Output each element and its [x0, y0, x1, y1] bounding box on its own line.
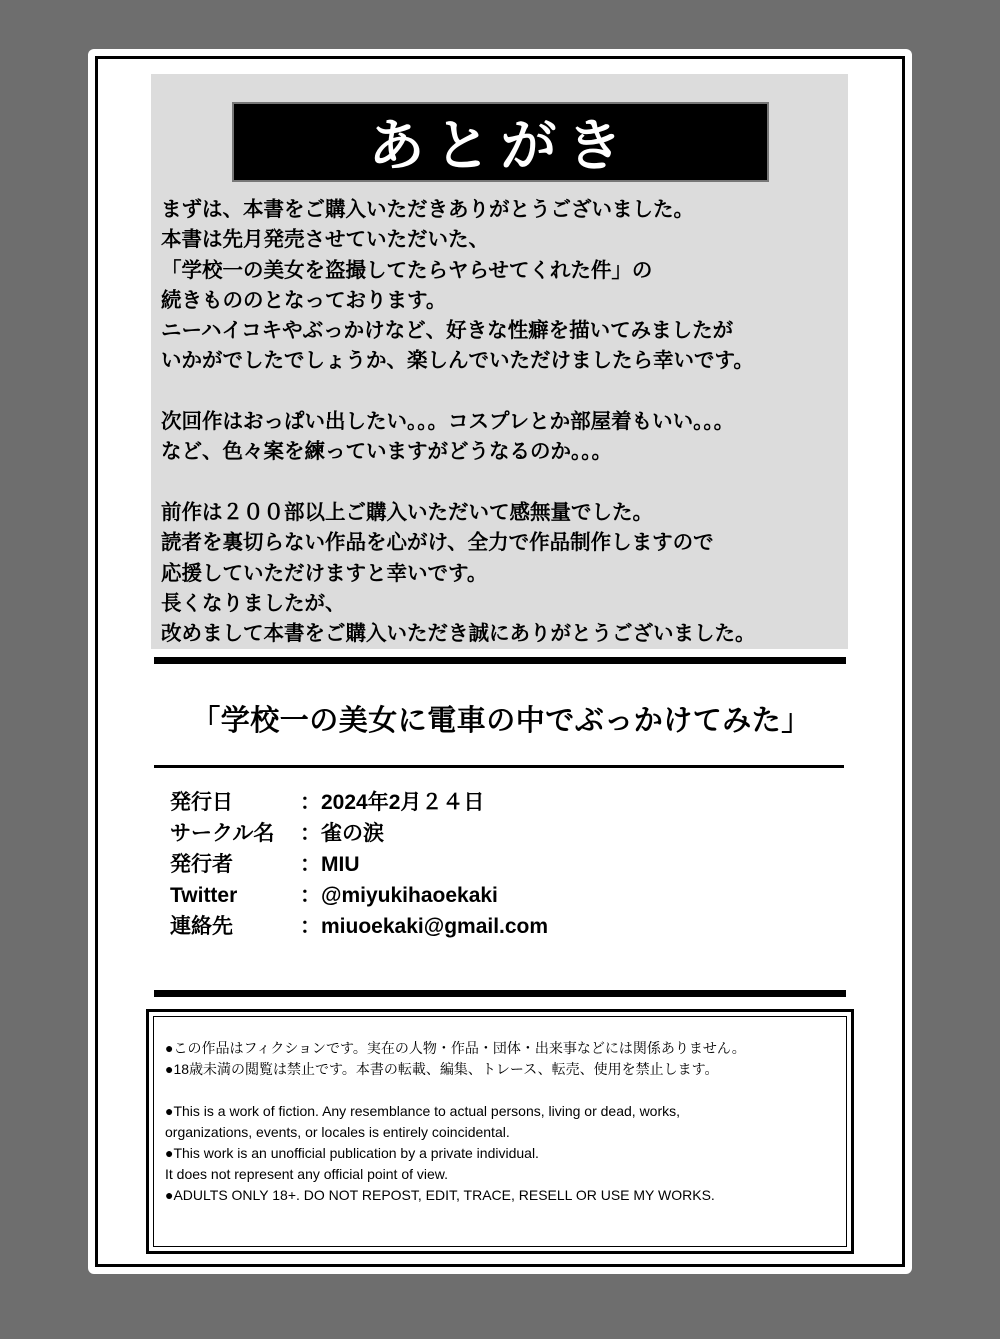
notice-line: ●This work is an unofficial publication by a private individual.	[165, 1145, 539, 1161]
colophon-key: 連絡先	[170, 915, 233, 938]
afterword-title-bar	[232, 102, 769, 182]
afterword-line: いかがでしたでしょうか、楽しんでいただけましたら幸いです。	[161, 348, 754, 373]
afterword-line: など、色々案を練っていますがどうなるのか。。。	[161, 439, 612, 464]
colophon-key: Twitter	[170, 884, 238, 907]
colophon-row	[170, 849, 770, 880]
afterword-line: 長くなりましたが、	[161, 590, 346, 615]
afterword-section	[151, 74, 848, 649]
afterword-line: 読者を裏切らない作品を心がけ、全力で作品制作しますので	[161, 530, 714, 555]
afterword-page	[88, 49, 912, 1274]
colophon-key: サークル名	[170, 822, 275, 845]
afterword-line: 続きもののとなっております。	[161, 287, 447, 312]
afterword-line: 本書は先月発売させていただいた、	[161, 227, 489, 252]
notice-box	[146, 1009, 854, 1254]
divider-thick	[154, 657, 846, 664]
colophon-value: ：MIU	[300, 853, 360, 876]
notice-line: It does not represent any official point of view.	[165, 1166, 449, 1182]
colophon	[170, 787, 770, 942]
colophon-value: ：@miyukihaoekaki	[300, 884, 498, 907]
colophon-value: ：2024年2月２４日	[300, 791, 485, 814]
book-title: 「学校一の美女に電車の中でぶっかけてみた」	[191, 703, 811, 737]
afterword-body	[161, 194, 851, 648]
colophon-value: ：miuoekaki@gmail.com	[300, 915, 549, 938]
notice-line: ●18歳未満の閲覧は禁止です。本書の転載、編集、トレース、転売、使用を禁止します。	[165, 1061, 719, 1077]
colophon-row	[170, 911, 770, 942]
afterword-line: 「学校一の美女を盗撮してたらヤらせてくれた件」の	[161, 257, 653, 282]
afterword-line: 改めまして本書をご購入いただき誠にありがとうございました。	[161, 621, 756, 646]
afterword-line: 次回作はおっぱい出したい。。。コスプレとか部屋着もいい。。。	[161, 409, 735, 434]
colophon-key: 発行者	[170, 853, 233, 876]
afterword-line	[161, 376, 851, 406]
notice-line: ●This is a work of fiction. Any resemblance to actual persons, living or dead, works,	[165, 1103, 681, 1119]
afterword-line	[161, 467, 851, 497]
afterword-line: 前作は２００部以上ご購入いただいて感無量でした。	[161, 499, 653, 524]
notice-line: ●ADULTS ONLY 18+. DO NOT REPOST, EDIT, TRACE, RESELL OR USE MY WORKS.	[165, 1187, 715, 1203]
colophon-row	[170, 880, 770, 911]
afterword-line: ニーハイコキやぶっかけなど、好きな性癖を描いてみましたが	[161, 318, 734, 343]
colophon-row	[170, 787, 770, 818]
colophon-key: 発行日	[170, 791, 233, 814]
afterword-line: まずは、本書をご購入いただきありがとうございました。	[161, 197, 694, 221]
afterword-title: あとがき	[368, 114, 633, 179]
notice-line: ●この作品はフィクションです。実在の人物・作品・団体・出来事などには関係ありません。	[165, 1040, 746, 1056]
divider-thin	[154, 765, 844, 768]
notice-text	[165, 1038, 845, 1206]
colophon-value: ：雀の涙	[300, 822, 384, 845]
divider-thick	[154, 990, 846, 997]
notice-line	[165, 1080, 845, 1101]
notice-line: organizations, events, or locales is entirely coincidental.	[165, 1124, 510, 1140]
afterword-line: 応援していただけますと幸いです。	[161, 560, 488, 585]
colophon-row	[170, 818, 770, 849]
